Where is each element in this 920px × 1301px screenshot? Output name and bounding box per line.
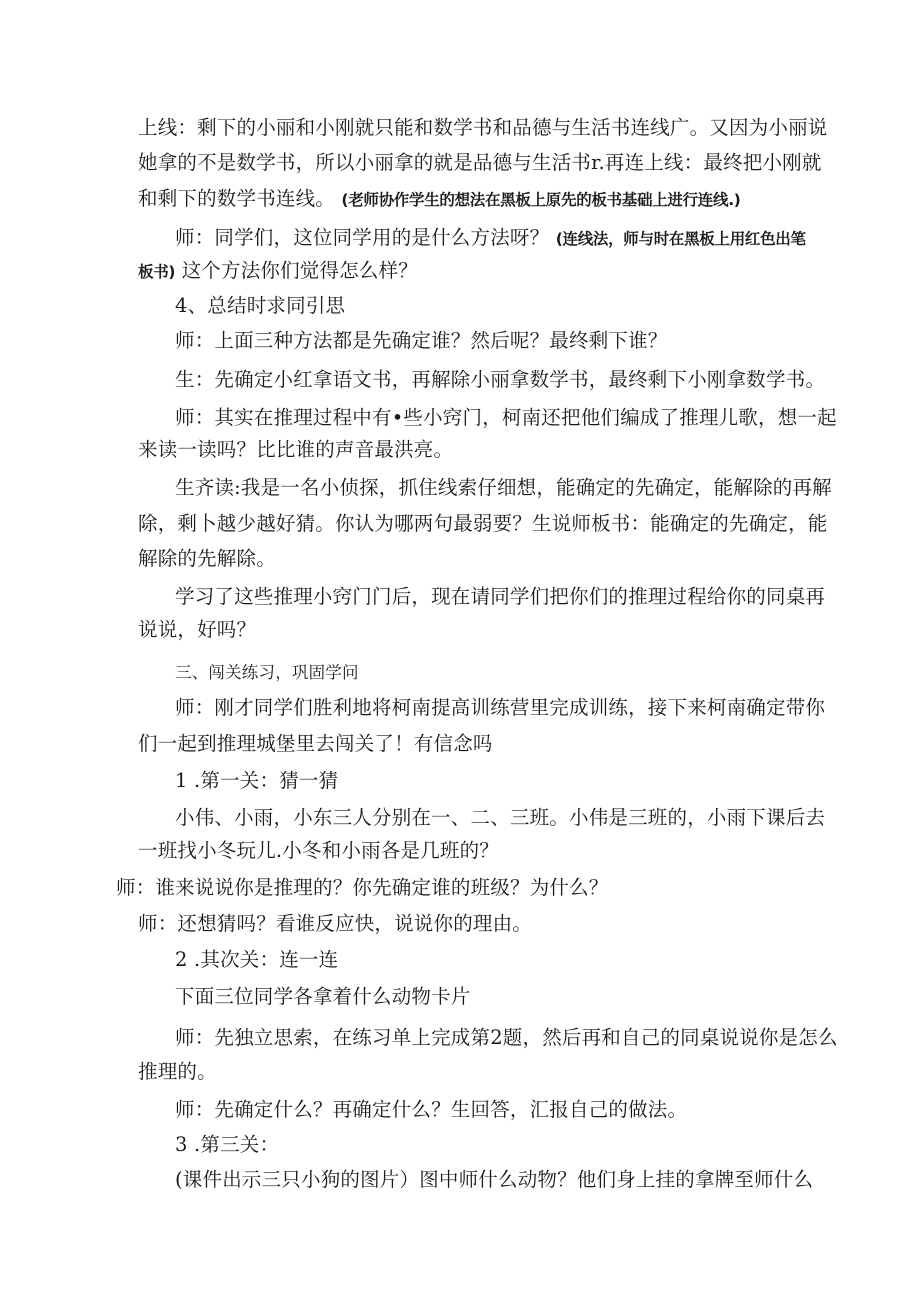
paragraph-line [138,186,741,213]
paragraph-text: 这个方法你们觉得怎么样？ [181,259,418,282]
paragraph-text: 师：同学们，这位同学用的是什么方法呀？ [175,226,550,249]
paragraph-line: 小伟、小雨，小东三人分别在一、二、三班。小伟是三班的，小雨下课后去 [175,806,826,829]
paragraph-line: 师：谁来说说你是推理的？你先确定谁的班级？为什么？ [116,876,609,899]
paragraph-line: 说说，好吗？ [138,618,257,641]
paragraph-line [138,258,418,285]
paragraph-line: 生齐读:我是一名小侦探，抓住线索仔细想，能确定的先确定，能解除的再解 [175,476,832,499]
paragraph-line: 她拿的不是数学书，所以小丽拿的就是品德与生活书r.再连上线：最终把小刚就 [138,151,822,174]
paragraph-line: 们一起到推理城堡里去闯关了！有信念吗 [138,732,493,755]
teacher-note: (连线法，师与时在黑板上用红色出笔 [555,230,806,248]
paragraph-line: 除，剩卜越少越好猜。你认为哪两句最弱要？生说师板书：能确定的先确定，能 [138,512,828,535]
paragraph-line: 推理的。 [138,1060,217,1083]
paragraph-line [175,225,806,252]
paragraph-line: 师：还想猜吗？看谁反应快，说说你的理由。 [138,912,533,935]
paragraph-line: 下面三位同学各拿着什么动物卡片 [175,985,471,1008]
teacher-note: 板书) [138,263,176,281]
section-heading: 三、闯关练习，巩固学问 [175,663,359,682]
paragraph-line: (课件出示三只小狗的图片）图中师什么动物？他们身上挂的拿牌至师什么 [175,1168,814,1191]
paragraph-line: 上线：剩下的小丽和小刚就只能和数学书和品德与生活书连线广。又因为小丽说 [138,116,828,139]
paragraph-line: 师：上面三种方法都是先确定谁？然后呢？最终剩下谁？ [175,329,668,352]
paragraph-line: 解除的先解除。 [138,547,276,570]
paragraph-line: 生：先确定小红拿语文书，再解除小丽拿数学书，最终剩下小刚拿数学书。 [175,368,826,391]
paragraph-line: 来读一读吗？比比谁的声音最洪亮。 [138,438,454,461]
level-heading: 2 .其次关：连一连 [175,948,339,971]
paragraph-line: 学习了这些推理小窍门门后，现在请同学们把你们的推理过程给你的同桌再 [175,585,826,608]
level-heading: 1 .第一关：猜一猜 [175,769,339,792]
paragraph-line: 师：其实在推理过程中有•些小窍门，柯南还把他们编成了推理儿歌，想一起 [175,406,837,429]
teacher-note: (老师协作学生的想法在黑板上原先的板书基础上进行连线.) [341,191,741,209]
paragraph-text: 和剩下的数学书连线。 [138,187,336,210]
paragraph-line: 师：先确定什么？再确定什么？生回答，汇报自己的做法。 [175,1098,688,1121]
level-heading: 3 .第三关： [175,1133,280,1156]
section-heading: 4、总结时求同引思 [175,294,346,317]
paragraph-line: 师：先独立思索，在练习单上完成第2题，然后再和自己的同桌说说你是怎么 [175,1026,838,1049]
paragraph-line: 师：刚才同学们胜利地将柯南提高训练营里完成训练，接下来柯南确定带你 [175,696,826,719]
paragraph-line: 一班找小冬玩儿.小冬和小雨各是几班的？ [138,839,499,862]
